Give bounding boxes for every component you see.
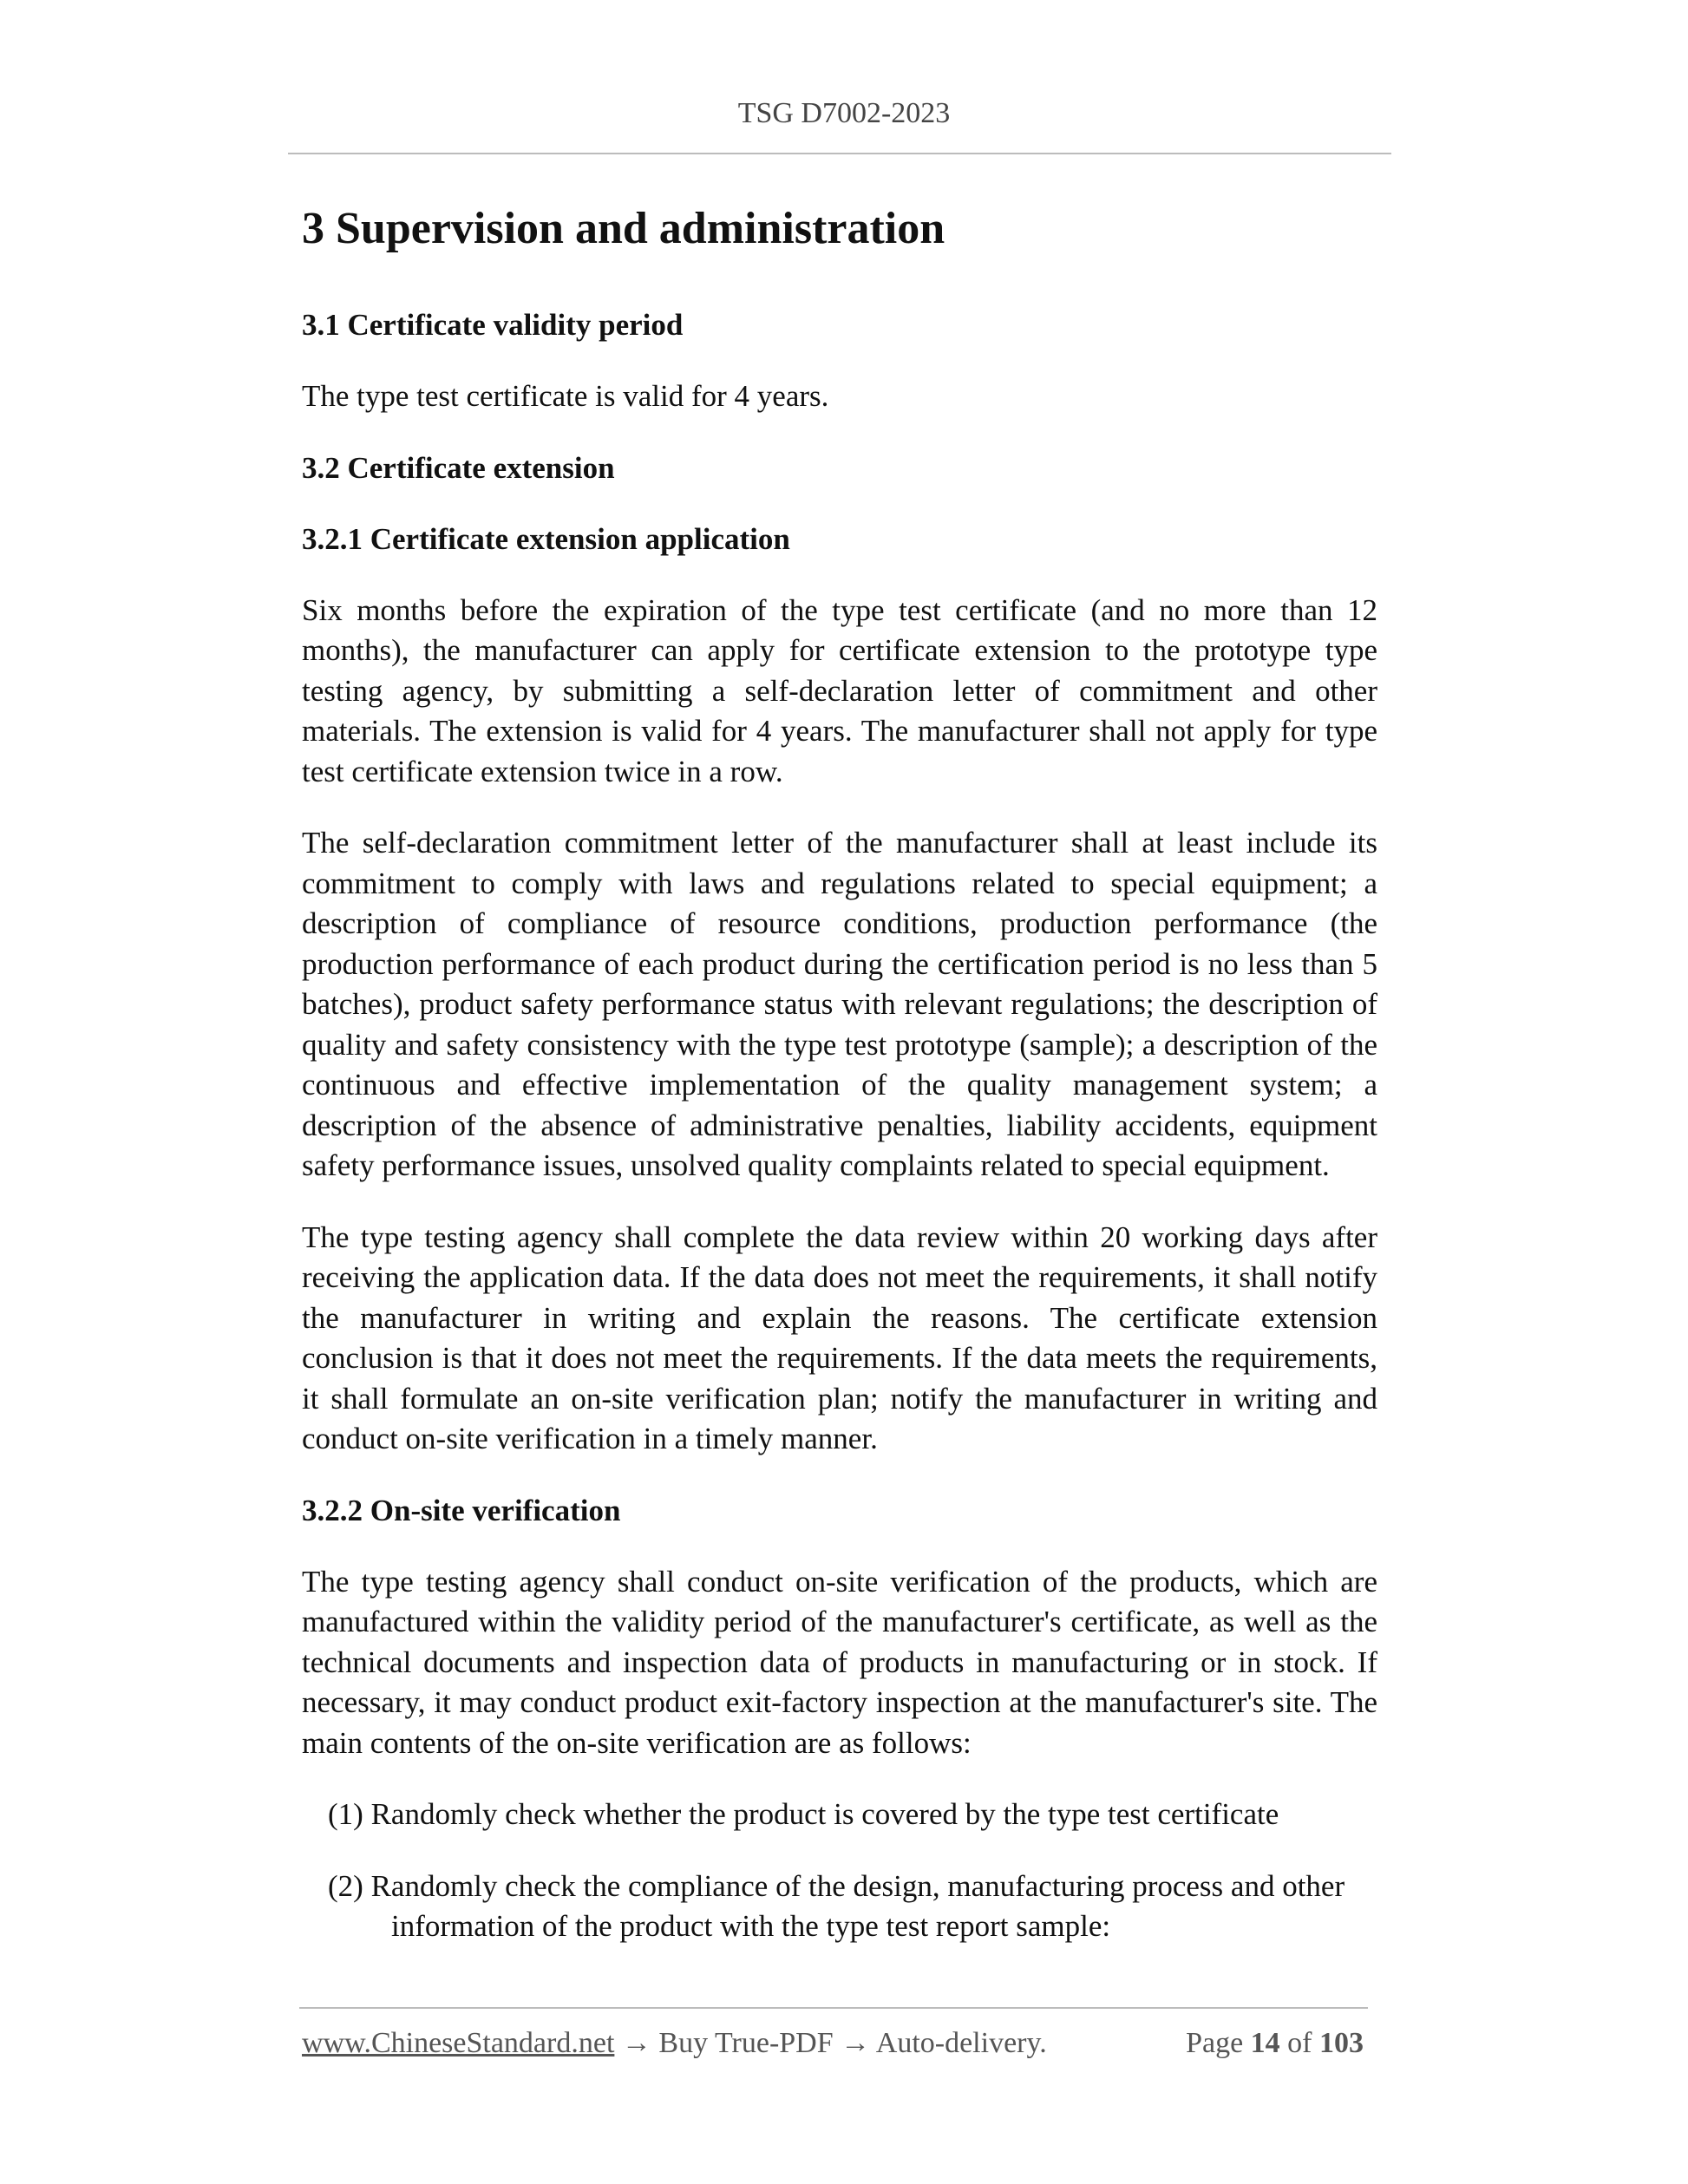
- of-label: of: [1287, 2027, 1312, 2059]
- header-divider: [288, 153, 1391, 154]
- subsection-heading-3-2-2: 3.2.2 On-site verification: [302, 1493, 621, 1527]
- page-number: 14: [1250, 2027, 1280, 2059]
- footer-promo: [302, 2027, 1047, 2060]
- list-item-number: (2): [328, 1868, 363, 1903]
- page-label: Page: [1186, 2027, 1244, 2059]
- subsection-heading-3-1: 3.1 Certificate validity period: [302, 308, 684, 342]
- list-item-text: Randomly check whether the product is covered by the type test certificate: [370, 1797, 1279, 1831]
- paragraph-3-2-1-c: The type testing agency shall complete the data review within 20 working days after receiving the application data. If the data does not meet the requirements, it shall notify the manufacturer in writing and explain the reasons. The certificate extension conclusion is that it does not meet the requirements. If the data meets the requirements, it shall formulate an on-site verification plan; notify the manufacturer in writing and conduct on-site verification in a timely manner.: [302, 1220, 1377, 1455]
- page-total: 103: [1319, 2027, 1364, 2059]
- list-item: [302, 1867, 1377, 1947]
- footer-divider: [299, 2007, 1368, 2009]
- paragraph-3-2-1-b: The self-declaration commitment letter of the manufacturer shall at least include its commitment to comply with laws and regulations related to special equipment; a description of compliance of resource conditions, production performance (the production performance of each product during the certification period is no less than 5 batches), product safety performance status with relevant regulations; the description of quality and safety consistency with the type test prototype (sample); a description of the continuous and effective implementation of the quality management system; a description of the absence of administrative penalties, liability accidents, equipment safety performance issues, unsolved quality complaints related to special equipment.: [302, 826, 1377, 1182]
- list-item: [302, 1795, 1377, 1835]
- section-title: 3 Supervision and administration: [302, 204, 945, 253]
- page-indicator: [1186, 2027, 1364, 2060]
- running-header: TSG D7002-2023: [737, 97, 951, 129]
- page-body: [302, 198, 1377, 1978]
- list-item-number: (1): [328, 1797, 363, 1831]
- site-link[interactable]: www.ChineseStandard.net: [302, 2027, 615, 2059]
- subsection-heading-3-2-1: 3.2.1 Certificate extension application: [302, 521, 790, 556]
- paragraph-3-1: The type test certificate is valid for 4 years.: [302, 379, 829, 413]
- paragraph-3-2-1-a: Six months before the expiration of the type test certificate (and no more than 12 months), the manufacturer can apply for certificate extension to the prototype type testing agency, by submitting a self-declaration letter of commitment and other materials. The extension is valid for 4 years. The manufacturer shall not apply for type test certificate extension twice in a row.: [302, 592, 1377, 788]
- list-item-text: Randomly check the compliance of the design, manufacturing process and other information of the product with the type test report sample:: [370, 1868, 1345, 1943]
- paragraph-3-2-2: The type testing agency shall conduct on-site verification of the products, which are manufactured within the validity period of the manufacturer's certificate, as well as the technical documents and inspection data of products in manufacturing or in stock. If necessary, it may conduct product exit-factory inspection at the manufacturer's site. The main contents of the on-site verification are as follows:: [302, 1564, 1377, 1760]
- promo-text: → Buy True-PDF → Auto-delivery.: [621, 2027, 1047, 2059]
- subsection-heading-3-2: 3.2 Certificate extension: [302, 450, 615, 485]
